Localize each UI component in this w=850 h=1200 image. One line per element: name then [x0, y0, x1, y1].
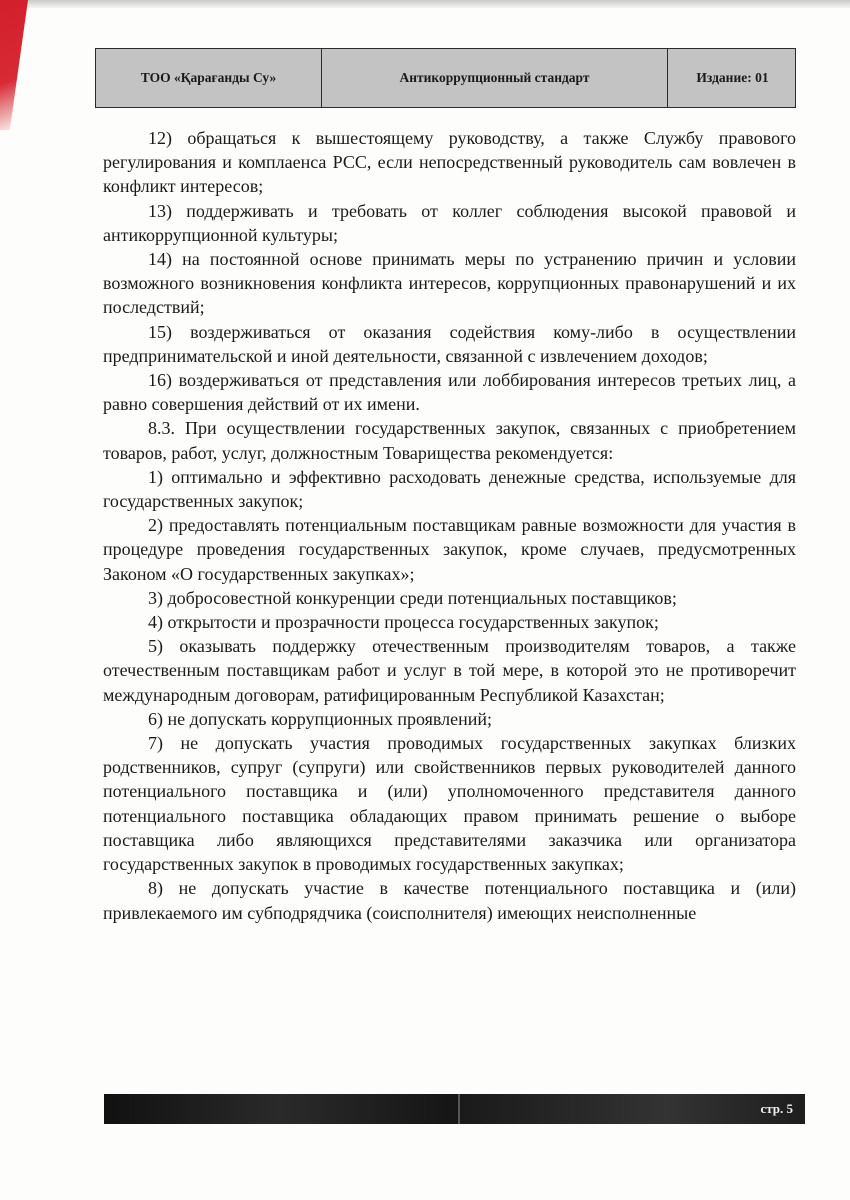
- footer-bar-right: [460, 1094, 805, 1124]
- paragraph: 1) оптимально и эффективно расходовать денежные средства, используемые для государственных закупок;: [103, 466, 796, 512]
- company-name: ТОО «Қарағанды Су»: [96, 49, 322, 107]
- paragraph: 8) не допускать участие в качестве потенциального поставщика и (или) привлекаемого им субподрядчика (соисполнителя) имеющих неисполненные: [103, 878, 796, 923]
- page-number: стр. 5: [760, 1101, 793, 1116]
- paragraph: 16) воздерживаться от представления или лоббирования интересов третьих лиц, а равно совершения действий от их имени.: [103, 370, 796, 415]
- paragraph: 7) не допускать участия проводимых государственных закупках близких родственников, супруг (супруги) или свойственников первых руководителей данного потенциального поставщика и (или) уполномоченного представителя данного потенциального поставщика обладающих правом принимать решение о выборе поставщика либо являющихся представителями заказчика или организатора государственных закупок в проводимых государственных закупках;: [103, 733, 796, 875]
- scan-edge: [0, 0, 850, 8]
- document-header: [95, 48, 796, 108]
- paragraph: 2) предоставлять потенциальным поставщикам равные возможности для участия в процедуре проведения государственных закупок, кроме случаев, предусмотренных Законом «О государственных закупках»;: [103, 515, 796, 584]
- red-corner-accent: [0, 0, 28, 130]
- paragraph: 13) поддерживать и требовать от коллег соблюдения высокой правовой и антикоррупционной культуры;: [103, 200, 796, 245]
- document-body: [103, 126, 796, 925]
- paragraph: 3) добросовестной конкуренции среди потенциальных поставщиков;: [148, 587, 677, 608]
- paragraph: 14) на постоянной основе принимать меры по устранению причин и условии возможного возникновения конфликта интересов, коррупционных правонарушений и их последствий;: [103, 249, 796, 318]
- edition-number: Издание: 01: [696, 70, 769, 85]
- paragraph: 4) открытости и прозрачности процесса государственных закупок;: [148, 612, 659, 633]
- footer-bar-left: [104, 1094, 460, 1124]
- page-footer: [104, 1094, 805, 1124]
- paragraph: 12) обращаться к вышестоящему руководству, а также Службу правового регулирования и комплаенса РСС, если непосредственный руководитель сам вовлечен в конфликт интересов;: [103, 128, 796, 197]
- document-title: Антикоррупционный стандарт: [322, 49, 668, 107]
- paragraph: 8.3. При осуществлении государственных закупок, связанных с приобретением товаров, работ, услуг, должностным Товарищества рекомендуется:: [103, 418, 796, 463]
- paragraph: 15) воздерживаться от оказания содействия кому-либо в осуществлении предпринимательской и иной деятельности, связанной с извлечением доходов;: [103, 321, 796, 366]
- paragraph: 6) не допускать коррупционных проявлений;: [148, 708, 493, 729]
- paragraph: 5) оказывать поддержку отечественным производителям товаров, а также отечественным поставщикам работ и услуг в той мере, в которой это не противоречит международным договорам, ратифицированным Республикой Казахстан;: [103, 636, 796, 705]
